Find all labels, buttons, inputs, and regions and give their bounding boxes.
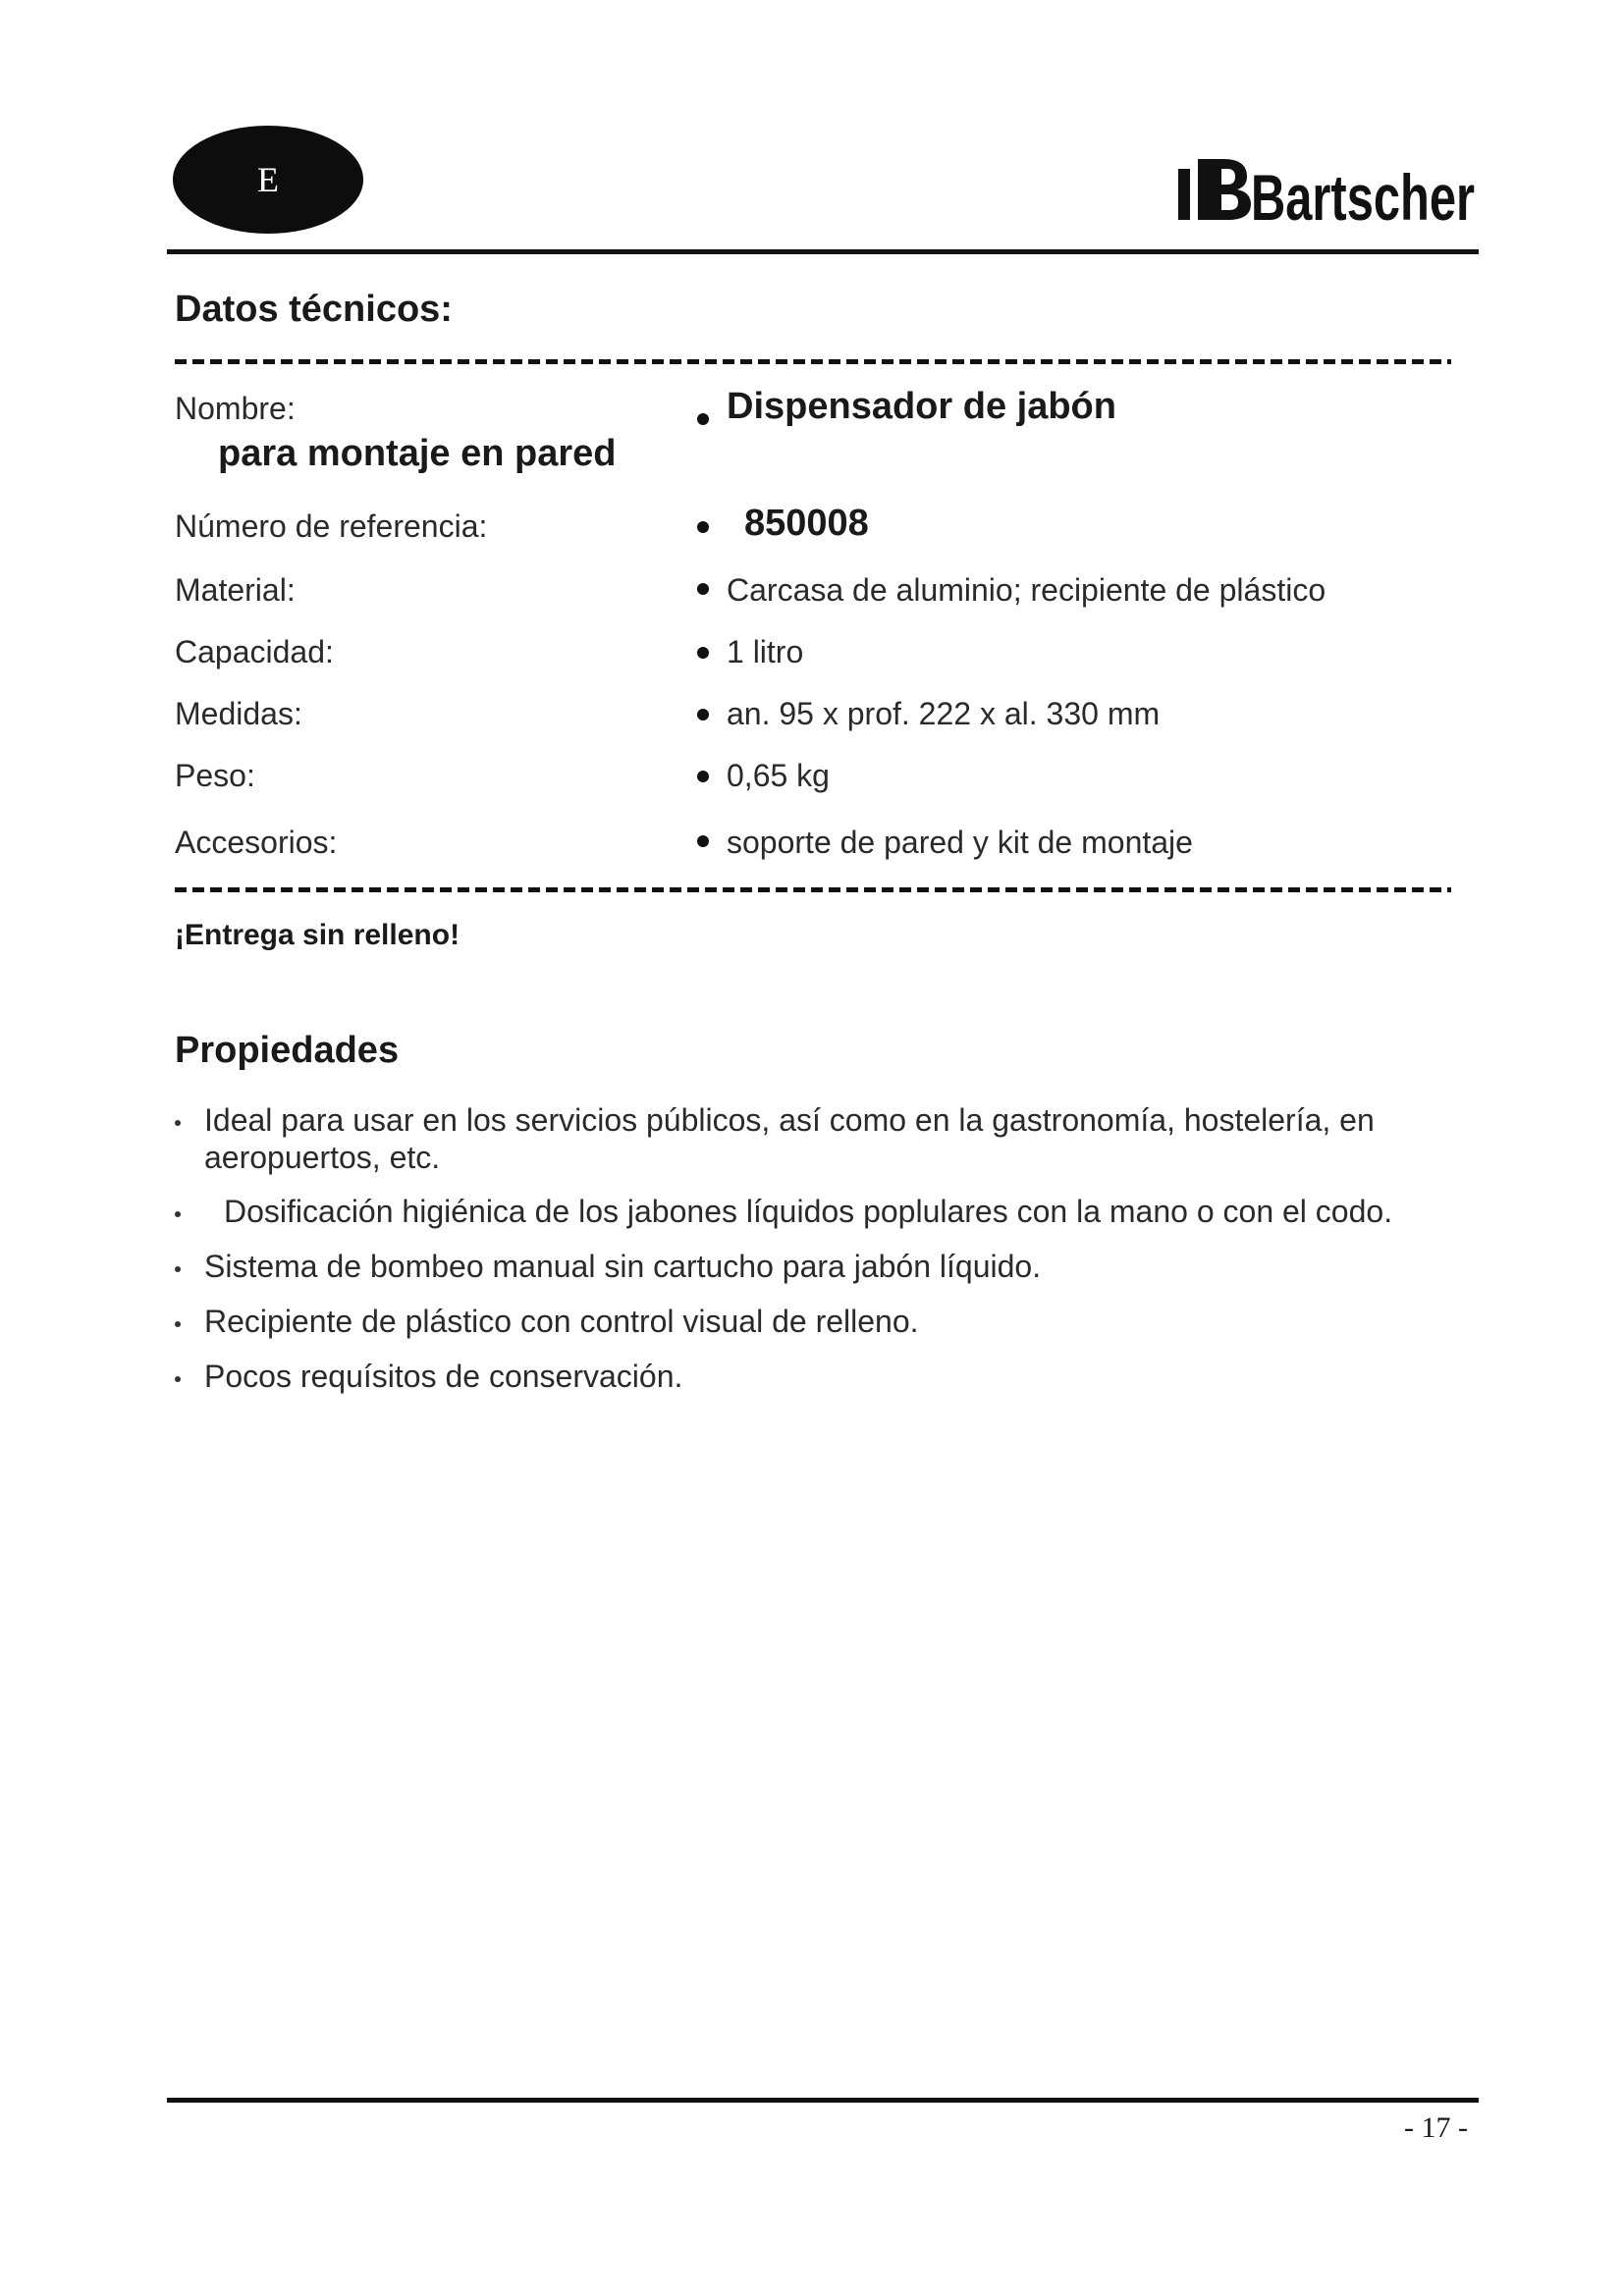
bullet-icon (697, 647, 709, 659)
header-rule (167, 249, 1479, 254)
bartscher-logo (1174, 137, 1479, 240)
accessories-label: Accesorios: (175, 825, 338, 860)
accessories-value: soporte de pared y kit de montaje (727, 825, 1193, 860)
reference-value: 850008 (744, 503, 869, 544)
bullet-icon (697, 521, 709, 533)
footer-rule (167, 2098, 1479, 2103)
language-badge-label: E (257, 160, 279, 199)
name-label: Nombre: (175, 391, 296, 426)
weight-value: 0,65 kg (727, 758, 830, 793)
capacity-label: Capacidad: (175, 634, 334, 669)
dashed-divider-bottom (175, 887, 1451, 892)
bullet-icon (175, 1120, 181, 1126)
weight-label: Peso: (175, 758, 255, 793)
property-item (204, 1101, 1461, 1176)
property-item (224, 1193, 1392, 1230)
property-item (204, 1303, 919, 1340)
name-value-continued: para montaje en pared (218, 433, 617, 474)
bullet-icon (175, 1321, 181, 1327)
logo-text: Bartscher (1251, 161, 1475, 234)
bullet-icon (697, 771, 709, 782)
bullet-icon (175, 1376, 181, 1382)
language-badge (173, 126, 363, 234)
property-item-text: Ideal para usar en los servicios públicos, así como en la gastronomía, hostelería, en aeropuertos, etc. (204, 1102, 1375, 1175)
capacity-value: 1 litro (727, 634, 804, 669)
dashed-divider-top (175, 359, 1451, 364)
bullet-icon (175, 1211, 181, 1217)
bullet-icon (697, 835, 709, 847)
material-label: Material: (175, 572, 296, 608)
property-item-text: Dosificación higiénica de los jabones líquidos poplulares con la mano o con el codo. (224, 1194, 1393, 1229)
property-item (204, 1358, 682, 1395)
property-item-text: Sistema de bombeo manual sin cartucho para jabón líquido. (204, 1249, 1042, 1284)
bullet-icon (175, 1266, 181, 1272)
property-item-text: Pocos requísitos de conservación. (204, 1359, 683, 1394)
delivery-note: ¡Entrega sin relleno! (175, 919, 460, 951)
page-number: - 17 - (1404, 2111, 1468, 2144)
reference-label: Número de referencia: (175, 508, 488, 544)
dimensions-value: an. 95 x prof. 222 x al. 330 mm (727, 696, 1161, 731)
dimensions-label: Medidas: (175, 696, 302, 731)
property-item (204, 1248, 1041, 1285)
name-value: Dispensador de jabón (727, 386, 1116, 427)
material-value: Carcasa de aluminio; recipiente de plástico (727, 572, 1326, 608)
bullet-icon (697, 583, 709, 595)
bullet-icon (697, 413, 709, 425)
properties-title: Propiedades (175, 1030, 400, 1071)
bullet-icon (697, 709, 709, 721)
tech-data-title: Datos técnicos: (175, 289, 453, 330)
property-item-text: Recipiente de plástico con control visual de relleno. (204, 1304, 919, 1339)
